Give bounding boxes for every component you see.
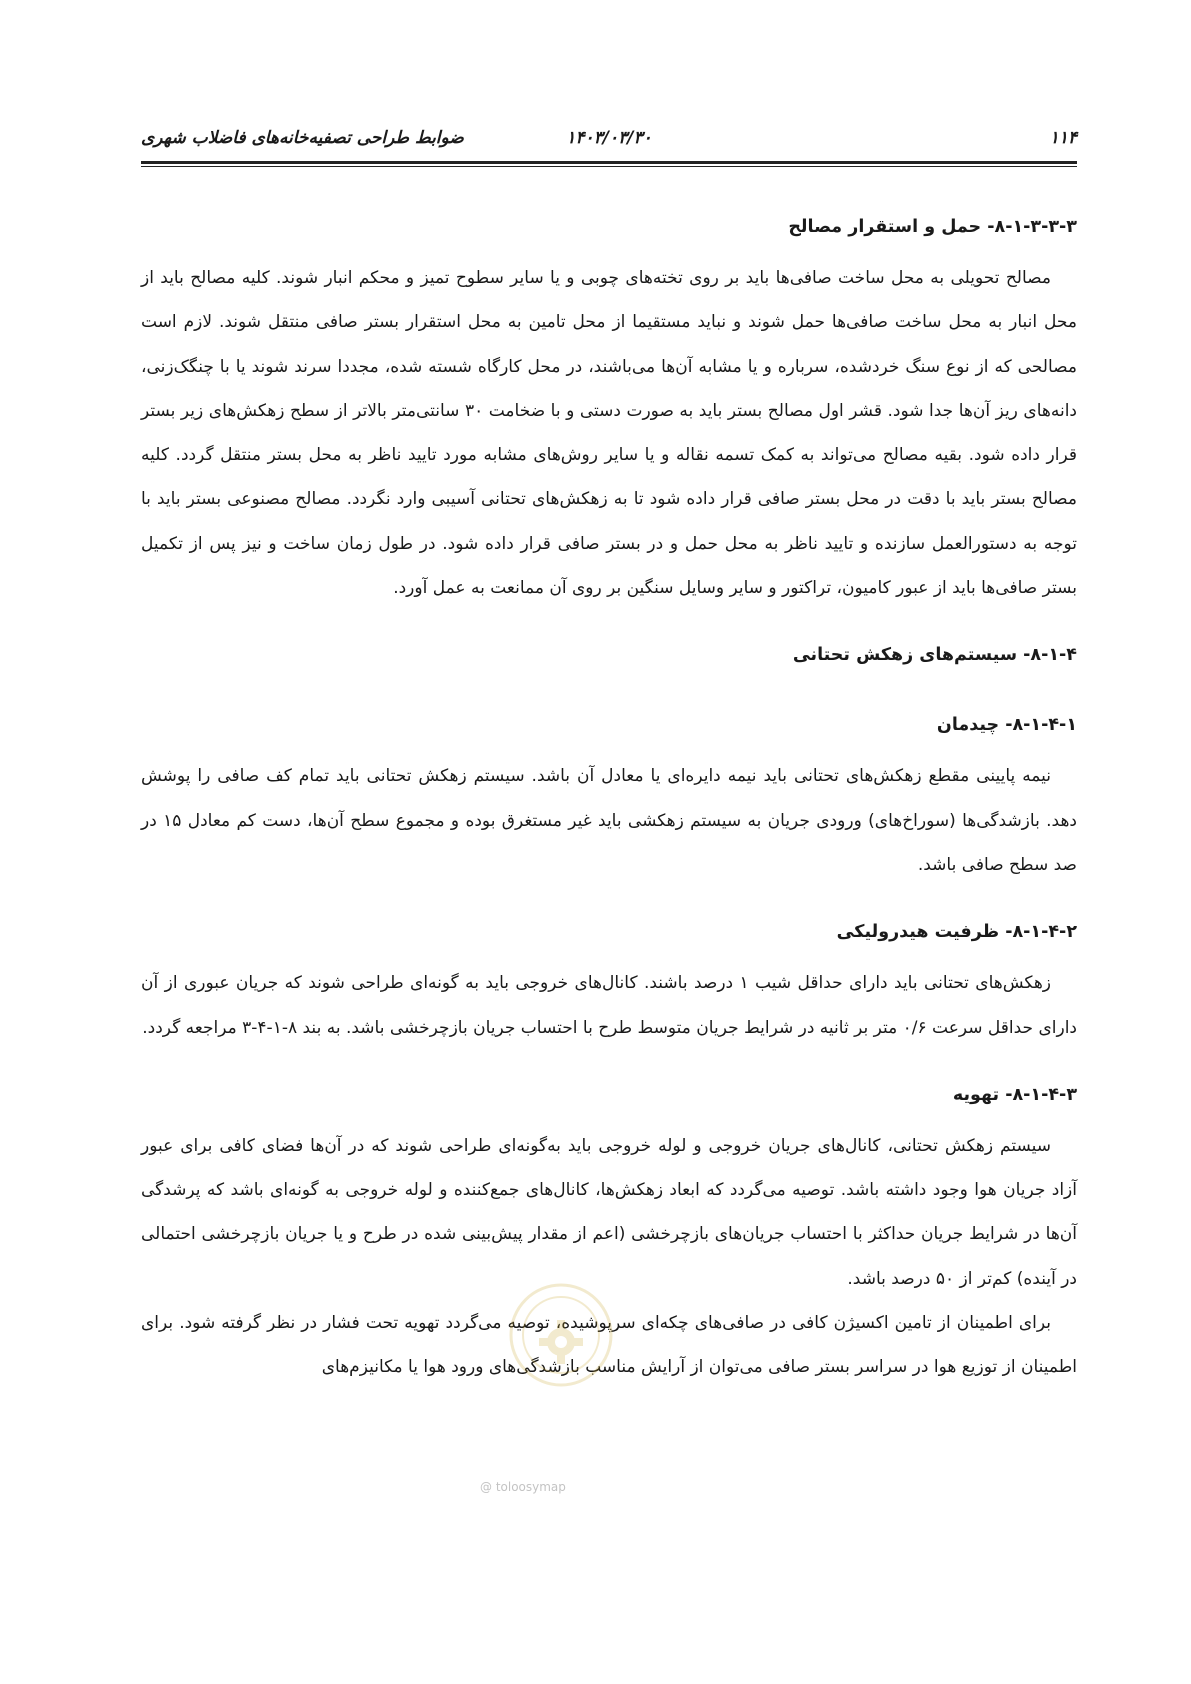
section-heading: ۸-۱-۴-۱- چیدمان	[936, 715, 1077, 736]
page-content	[141, 212, 1077, 1390]
section-heading: ۸-۱-۳-۳-۳- حمل و استقرار مصالح	[788, 217, 1077, 237]
body-paragraph: نیمه پایینی مقطع زهکش‌های تحتانی باید نیمه دایره‌ای یا معادل آن باشد. سیستم زهکش تحتانی باید تمام کف صافی را پوشش دهد. بازشدگی‌ها (سوراخ‌های) ورودی جریان به سیستم زهکشی باید غیر مستغرق بوده و مجموع سطح آن‌ها، دست کم معادل ۱۵ در صد سطح صافی باشد.	[141, 766, 1078, 875]
page-number: ۱۱۴	[1049, 128, 1077, 148]
watermark-text: @ toloosymap	[480, 1480, 566, 1494]
section-heading: ۸-۱-۴-۲- ظرفیت هیدرولیکی	[836, 922, 1077, 943]
body-paragraph: زهکش‌های تحتانی باید دارای حداقل شیب ۱ درصد باشند. کانال‌های خروجی باید به گونه‌ای طراحی شوند که جریان عبوری از آن دارای حداقل سرعت ۰/۶ متر بر ثانیه در شرایط جریان متوسط طرح با احتساب جریان بازچرخشی باشد. به بند ۸-۱-۴-۳ مراجعه گردد.	[141, 973, 1077, 1038]
body-paragraph: مصالح تحویلی به محل ساخت صافی‌ها باید بر روی تخته‌های چوبی و یا سایر سطوح تمیز و محکم انبار شوند. کلیه مصالح باید از محل انبار به محل ساخت صافی‌ها حمل شوند و نباید مستقیما از محل تامین به محل استقرار بستر صافی منتقل شوند. لازم است مصالحی که از نوع سنگ خردشده، سرباره و یا مشابه آن‌ها می‌باشند، در محل کارگاه شسته شده، مجددا سرند شوند یا با چنگک‌زنی، دانه‌های ریز آن‌ها جدا شود. قشر اول مصالح بستر باید به صورت دستی و با ضخامت ۳۰ سانتی‌متر بالاتر از سطح زهکش‌های زیر بستر قرار داده شود. بقیه مصالح می‌تواند به کمک تسمه نقاله و یا سایر روش‌های مشابه مورد تایید ناظر به محل بستر منتقل گردد. کلیه مصالح بستر باید با دقت در محل بستر صافی قرار داده شود تا به زهکش‌های تحتانی آسیبی وارد نگردد. مصالح مصنوعی بستر باید با توجه به دستورالعمل سازنده و تایید ناظر به محل حمل و در بستر صافی قرار داده شود. در طول زمان ساخت و نیز پس از تکمیل بستر صافی‌ها باید از عبور کامیون، تراکتور و سایر وسایل سنگین بر روی آن ممانعت به عمل آورد.	[141, 268, 1077, 599]
running-header	[141, 128, 1077, 154]
document-title: ضوابط طراحی تصفیه‌خانه‌های فاضلاب شهری	[141, 128, 464, 148]
header-date: ۱۴۰۳/۰۳/۳۰	[566, 128, 652, 148]
header-rule-thick	[141, 161, 1077, 164]
body-paragraph: سیستم زهکش تحتانی، کانال‌های جریان خروجی و لوله خروجی باید به‌گونه‌ای طراحی شوند که در آن‌ها فضای کافی برای عبور آزاد جریان هوا وجود داشته باشد. توصیه می‌گردد که ابعاد زهکش‌ها، کانال‌های جمع‌کننده و لوله خروجی به گونه‌ای باشد که پرشدگی آن‌ها در شرایط جریان حداکثر با احتساب جریان‌های بازچرخشی (اعم از مقدار پیش‌بینی شده در طرح و یا جریان بازچرخشی احتمالی در آینده) کم‌تر از ۵۰ درصد باشد.	[141, 1135, 1077, 1289]
section-heading: ۸-۱-۴-۳- تهویه	[952, 1084, 1077, 1105]
header-rule-thin	[141, 166, 1077, 167]
section-heading: ۸-۱-۴- سیستم‌های زهکش تحتانی	[792, 645, 1077, 666]
body-paragraph: برای اطمینان از تامین اکسیژن کافی در صافی‌های چکه‌ای سرپوشیده، توصیه می‌گردد تهویه تحت فشار در نظر گرفته شود. برای اطمینان از توزیع هوا در سراسر بستر صافی می‌توان از آرایش مناسب بازشدگی‌های ورود هوا یا مکانیزم‌های	[141, 1313, 1077, 1378]
